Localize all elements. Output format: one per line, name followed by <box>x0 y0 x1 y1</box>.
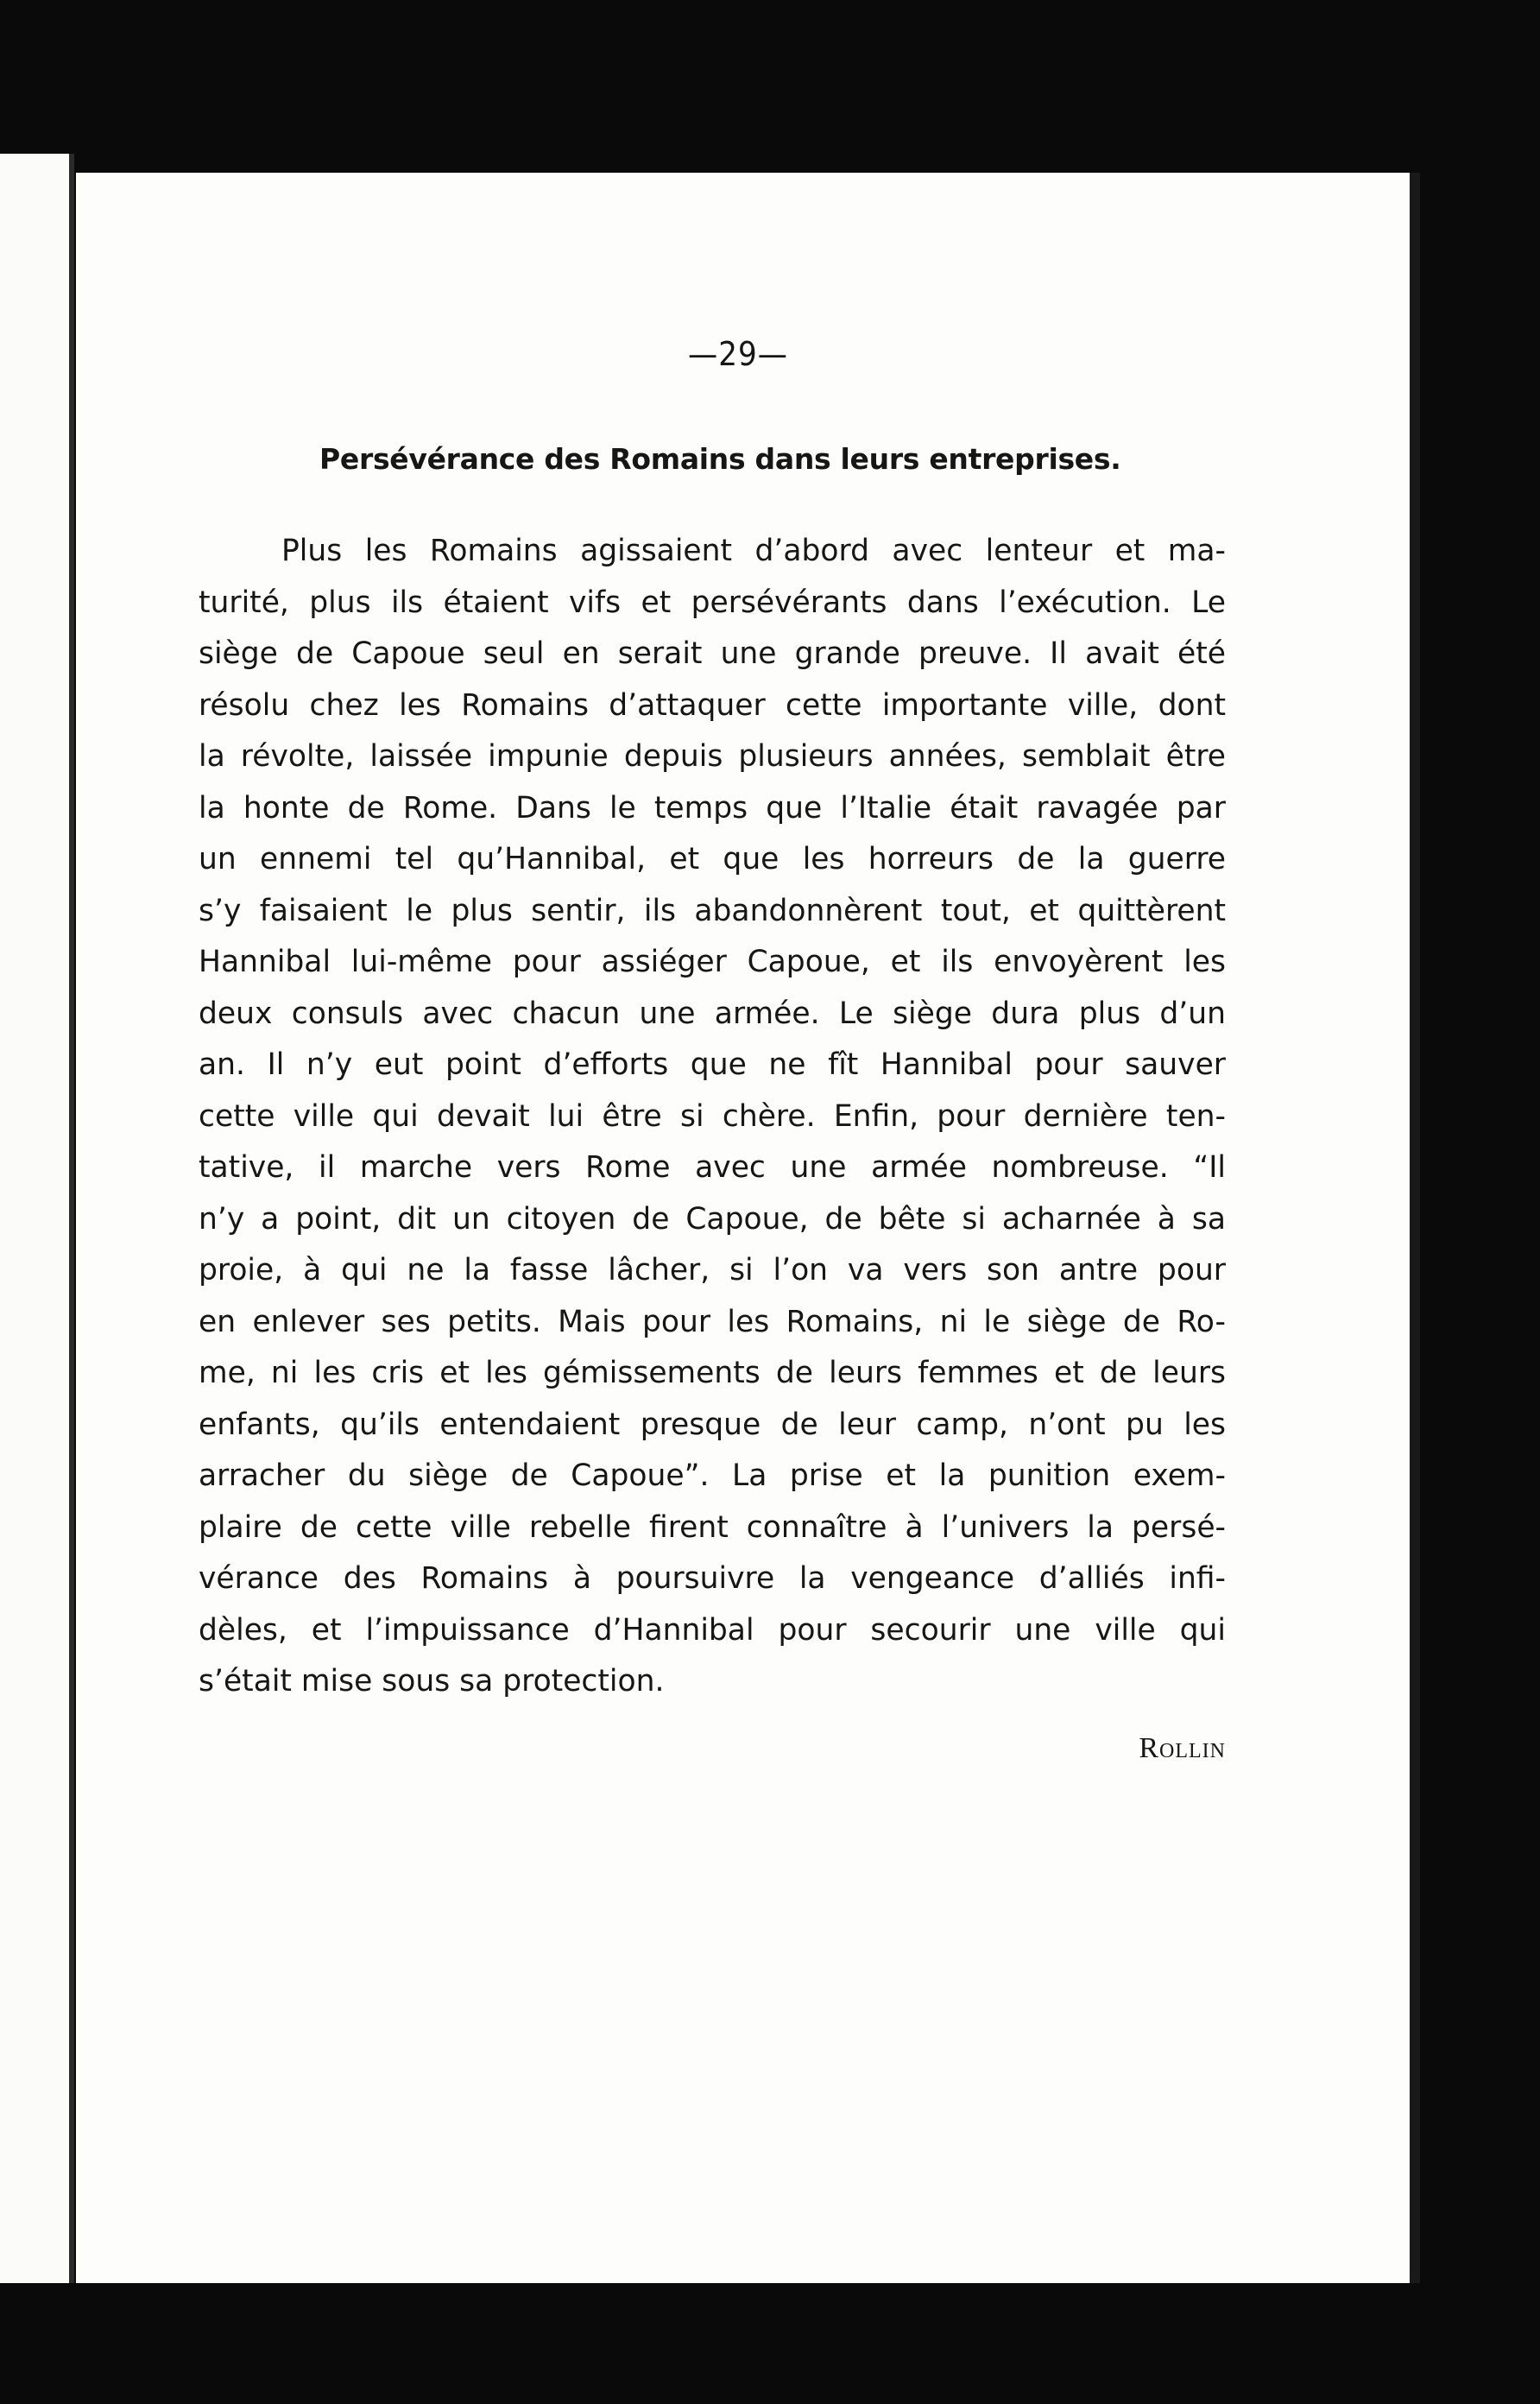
left-page-edge <box>0 154 69 2283</box>
text-line: s’était mise sous sa protection. <box>199 1664 665 1699</box>
text-line: siège de Capoue seul en serait une grande preuve. Il avait été <box>199 636 1226 671</box>
text-line: tative, il marche vers Rome avec une armée nombreuse. “Il <box>199 1150 1226 1185</box>
text-line: s’y faisaient le plus sentir, ils abandonnèrent tout, et quittèrent <box>199 893 1226 928</box>
text-line: arracher du siège de Capoue”. La prise et la punition exem- <box>199 1458 1226 1493</box>
text-line: Hannibal lui-même pour assiéger Capoue, et ils envoyèrent les <box>199 945 1226 979</box>
text-line: plaire de cette ville rebelle firent connaître à l’univers la persé- <box>199 1509 1226 1545</box>
text-line: résolu chez les Romains d’attaquer cette importante ville, dont <box>199 687 1226 723</box>
text-line: en enlever ses petits. Mais pour les Romains, ni le siège de Ro- <box>199 1304 1226 1339</box>
text-line: un ennemi tel qu’Hannibal, et que les horreurs de la guerre <box>199 842 1226 876</box>
page-gutter-shadow <box>69 154 74 2283</box>
text-line: vérance des Romains à poursuivre la vengeance d’alliés infi- <box>199 1561 1226 1596</box>
text-line: an. Il n’y eut point d’efforts que ne fît Hannibal pour sauver <box>199 1047 1226 1082</box>
text-line: cette ville qui devait lui être si chère. Enfin, pour dernière ten- <box>199 1098 1226 1134</box>
text-line: me, ni les cris et les gémissements de leurs femmes et de leurs <box>199 1356 1226 1390</box>
text-line: deux consuls avec chacun une armée. Le siège dura plus d’un <box>199 996 1226 1031</box>
text-line: n’y a point, dit un citoyen de Capoue, de bête si acharnée à sa <box>199 1201 1226 1237</box>
text-line: turité, plus ils étaient vifs et persévérants dans l’exécution. Le <box>199 585 1226 620</box>
body-paragraph <box>199 526 1226 1708</box>
text-line: la honte de Rome. Dans le temps que l’Italie était ravagée par <box>199 790 1226 826</box>
page-right-shadow <box>1410 173 1420 2283</box>
text-line: proie, à qui ne la fasse lâcher, si l’on va vers son antre pour <box>199 1253 1226 1287</box>
page-title: Persévérance des Romains dans leurs entreprises. <box>319 442 1121 476</box>
text-line: dèles, et l’impuissance d’Hannibal pour secourir une ville qui <box>199 1612 1226 1648</box>
text-line: Plus les Romains agissaient d’abord avec lenteur et ma- <box>281 534 1226 568</box>
page-content <box>199 335 1226 1765</box>
author-signature: Rollin <box>1139 1731 1226 1764</box>
text-line: enfants, qu’ils entendaient presque de leur camp, n’ont pu les <box>199 1407 1226 1442</box>
page-number: —29— <box>688 335 788 373</box>
text-line: la révolte, laissée impunie depuis plusieurs années, semblait être <box>199 739 1226 774</box>
